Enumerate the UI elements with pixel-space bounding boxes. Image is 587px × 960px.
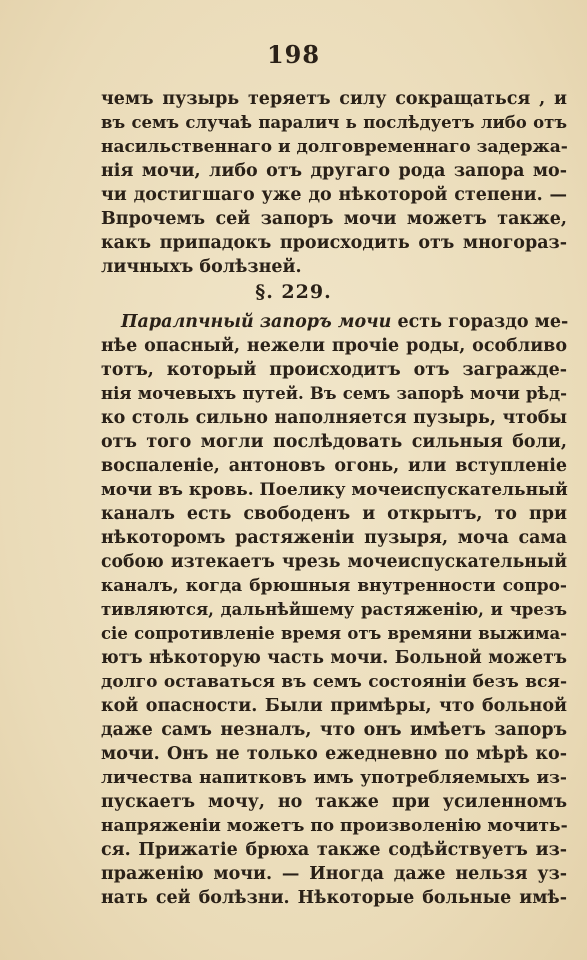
italic-term: Паралпчный запоръ мочи <box>121 312 392 332</box>
text-line: мочи. Онъ не только ежедневно по мѣрѣ ко- <box>101 744 567 764</box>
text-line: праженію мочи. — Иногда даже нельзя уз- <box>101 864 567 884</box>
page-number: 198 <box>266 40 321 69</box>
text-line: какъ припадокъ происходить отъ многораз- <box>101 233 567 253</box>
text-line: мочи въ кровь. Поелику мочеиспускательный <box>101 480 568 500</box>
text-line: нѣкоторомъ растяженіи пузыря, моча сама <box>101 528 567 548</box>
text-line: тотъ, который происходитъ отъ загражде- <box>101 360 567 380</box>
text-line: нія мочевыхъ путей. Въ семъ запорѣ мочи рѣд- <box>101 384 567 403</box>
text-line: чемъ пузырь теряетъ силу сокращаться , и <box>101 89 567 109</box>
text-line: кой опасности. Были примѣры, что больной <box>101 696 567 716</box>
text-line: воспаленіе, антоновъ огонь, или вступленіе <box>101 456 567 476</box>
text-line: ся. Прижатіе брюха также содѣйствуетъ из- <box>101 840 567 860</box>
section-heading: §. 229. <box>255 281 332 303</box>
text-line: нать сей болѣзни. Нѣкоторые больные имѣ- <box>101 888 567 908</box>
text-line: нія мочи, либо отъ другаго рода запора мо- <box>101 161 567 181</box>
text-line: каналъ есть свободенъ и открытъ, то при <box>101 504 567 524</box>
text-line: пускаетъ мочу, но также при усиленномъ <box>101 792 567 812</box>
text-line: въ семъ случаѣ паралич ь послѣдуетъ либо отъ <box>101 113 567 132</box>
text-line: ко столь сильно наполняется пузырь, чтобы <box>101 408 567 428</box>
text-line: тивляются, дальнѣйшему растяженію, и чрезъ <box>101 600 567 619</box>
text-line-first <box>121 310 567 334</box>
text-line: нѣе опасный, нежели прочіе роды, особливо <box>101 336 567 356</box>
text-line: каналъ, когда брюшныя внутренности сопро- <box>101 576 567 596</box>
text-span: есть гораздо ме- <box>391 312 569 332</box>
text-line: насильственнаго и долговременнаго задержа- <box>101 137 568 157</box>
text-line: личества напитковъ имъ употребляемыхъ из- <box>101 768 567 788</box>
text-line: собою изтекаетъ чрезь мочеиспускательный <box>101 552 567 572</box>
text-line: ютъ нѣкоторую часть мочи. Больной можетъ <box>101 648 567 668</box>
text-line: долго оставаться въ семъ состояніи безъ вся- <box>101 672 567 692</box>
text-line: отъ того могли послѣдовать сильныя боли, <box>101 432 567 452</box>
text-line: Впрочемъ сей запоръ мочи можетъ также, <box>101 209 567 229</box>
text-line: чи достигшаго уже до нѣкоторой степени. — <box>101 185 567 205</box>
text-line: личныхъ болѣзней. <box>101 257 302 277</box>
text-line: даже самъ незналъ, что онъ имѣетъ запоръ <box>101 720 567 740</box>
text-line: сіе сопротивленіе время отъ времяни выжима- <box>101 624 567 643</box>
text-line: напряженіи можетъ по произволенію мочить- <box>101 816 568 836</box>
